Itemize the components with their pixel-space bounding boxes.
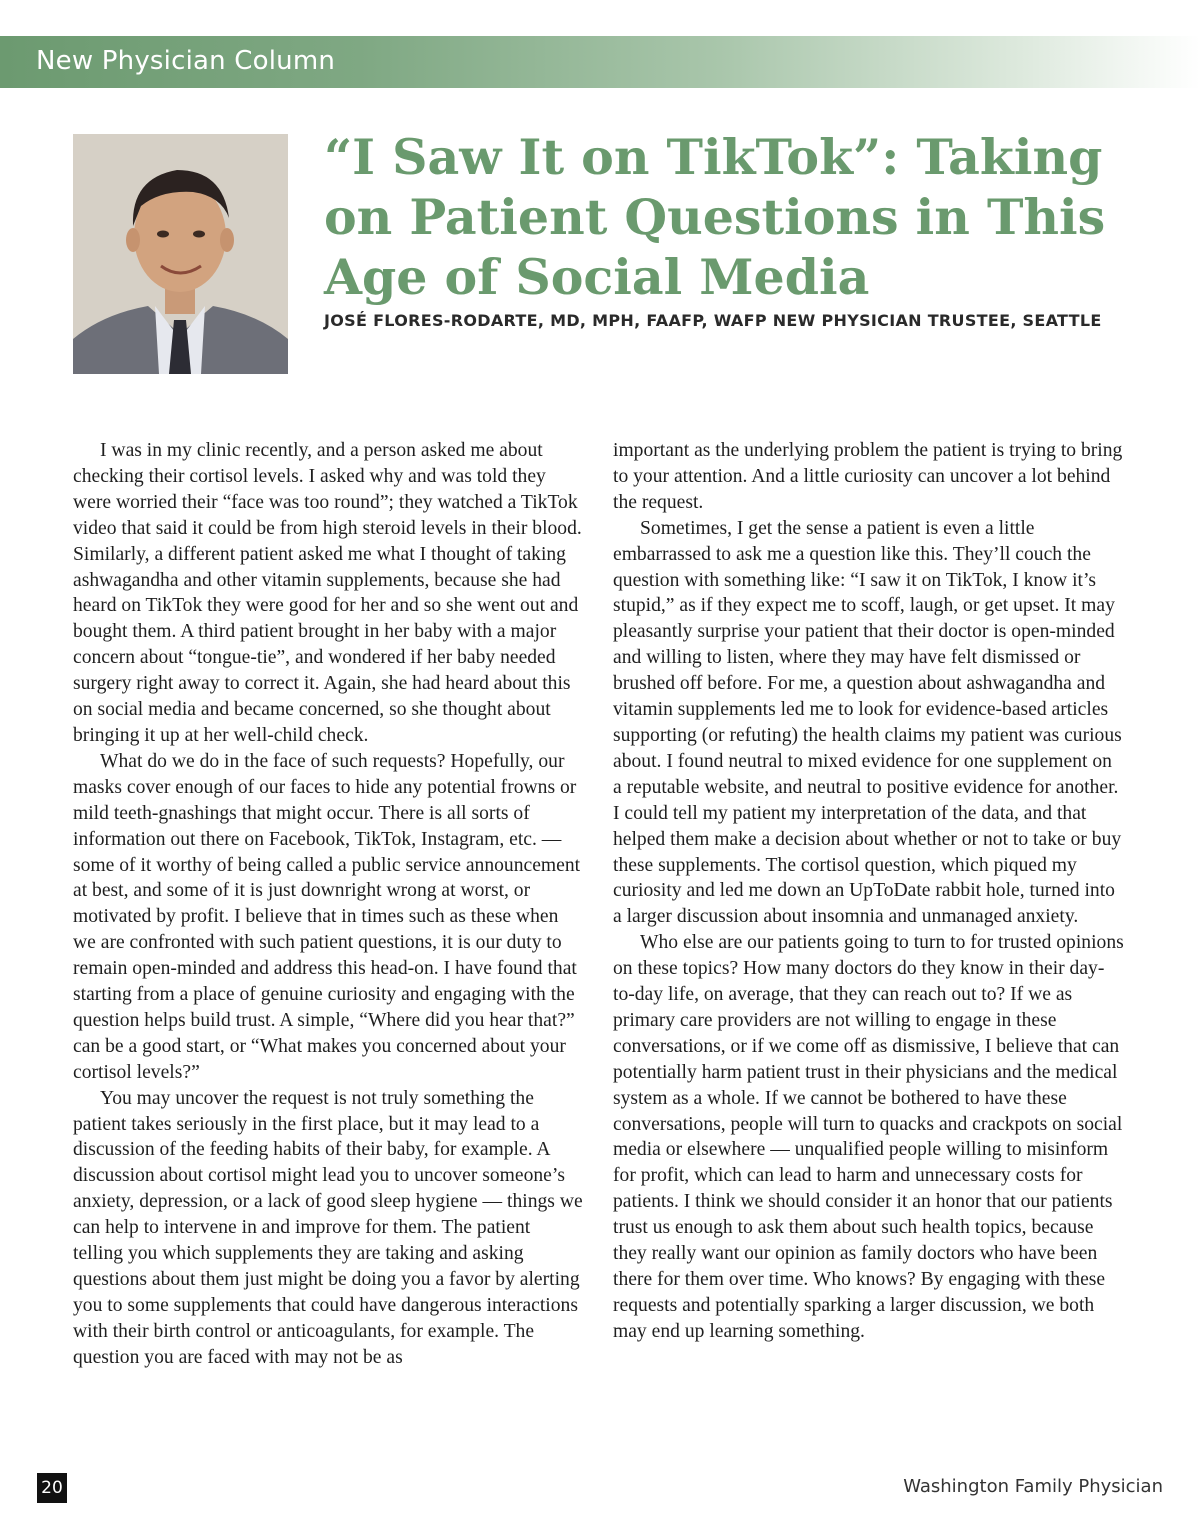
section-header-bar bbox=[0, 36, 1200, 88]
publication-name: Washington Family Physician bbox=[903, 1476, 1163, 1497]
author-photo bbox=[73, 134, 288, 374]
body-paragraph: What do we do in the face of such requests? Hopefully, our masks cover enough of our faces to hide any potential frowns or mild teeth-gnashings that might occur. There is all sorts of information out there on Facebook, TikTok, Instagram, etc. — some of it worthy of being called a public service announcement at best, and some of it is just downright wrong at worst, or motivated by profit. I believe that in times such as these when we are confronted with such patient questions, it is our duty to remain open-minded and address this head-on. I have found that starting from a place of genuine curiosity and engaging with the question helps build trust. A simple, “Where did you hear that?” can be a good start, or “What makes you concerned about your cortisol levels?” bbox=[73, 750, 581, 1083]
body-paragraph: Sometimes, I get the sense a patient is even a little embarrassed to ask me a question like this. They’ll couch the question with something like: “I saw it on TikTok, I know it’s stupid,” as if they expect me to scoff, laugh, or get upset. It may pleasantly surprise your patient that their doctor is open-minded and willing to listen, where they may have felt dismissed or brushed off before. For me, a question about ashwagandha and vitamin supplements led me to look for evidence-based articles supporting (or refuting) the health claims my patient was curious about. I found neutral to mixed evidence for one supplement on a reputable website, and neutral to positive evidence for another. I could tell my patient my interpretation of the data, and that helped them make a decision about whether or not to take or buy these supplements. The cortisol question, which piqued my curiosity and led me down an UpToDate rabbit hole, turned into a larger discussion about insomnia and unmanaged anxiety. bbox=[613, 517, 1122, 928]
page-number: 20 bbox=[37, 1473, 67, 1503]
section-label: New Physician Column bbox=[36, 46, 336, 76]
author-portrait-illustration bbox=[73, 134, 288, 374]
body-paragraph: You may uncover the request is not truly something the patient takes seriously in the first place, but it may lead to a discussion of the feeding habits of their baby, for example. A discussion about cortisol might lead you to uncover someone’s anxiety, depression, or a lack of good sleep hygiene — things we can help to intervene in and improve for them. The patient telling you which supplements they are taking and asking questions about them just might be doing you a favor by alerting you to some supplements that could have dangerous interactions with their birth control or anticoagulants, for example. The question you are faced with may not be as bbox=[73, 1087, 583, 1368]
author-byline: JOSÉ FLORES-RODARTE, MD, MPH, FAAFP, WAFP NEW PHYSICIAN TRUSTEE, SEATTLE bbox=[324, 311, 1102, 330]
body-paragraph: important as the underlying problem the patient is trying to bring to your attention. And a little curiosity can uncover a lot behind the request. bbox=[613, 440, 1123, 513]
body-paragraph: Who else are our patients going to turn to for trusted opinions on these topics? How many doctors do they know in their day-to-day life, on average, that they can reach out to? If we as primary care providers are not willing to engage in these conversations, or if we come off as dismissive, I believe that can potentially harm patient trust in their physicians and the medical system as a whole. If we cannot be bothered to have these conversations, people will turn to quacks and crackpots on social media or elsewhere — unqualified people willing to misinform for profit, which can lead to harm and unnecessary costs for patients. I think we should consider it an honor that our patients trust us enough to ask them about such health topics, because they really want our opinion as family doctors who have been there for them over time. Who knows? By engaging with these requests and potentially sparking a larger discussion, we both may end up learning something. bbox=[613, 932, 1124, 1342]
body-paragraph: I was in my clinic recently, and a person asked me about checking their cortisol levels. I asked why and was told they were worried their “face was too round”; they watched a TikTok video that said it could be from high steroid levels in their blood. Similarly, a different patient asked me what I thought of taking ashwagandha and other vitamin supplements, because she had heard on TikTok they were good for her and so she went out and bought them. A third patient brought in her baby with a major concern about “tongue-tie”, and wondered if her baby needed surgery right away to correct it. Again, she had heard about this on social media and became concerned, so she thought about bringing it up at her well-child check. bbox=[73, 440, 582, 746]
article-body-left-column bbox=[73, 438, 585, 1371]
article-body-right-column bbox=[613, 438, 1125, 1345]
article-title: “I Saw It on TikTok”: Taking on Patient Questions in This Age of Social Media bbox=[324, 128, 1106, 306]
